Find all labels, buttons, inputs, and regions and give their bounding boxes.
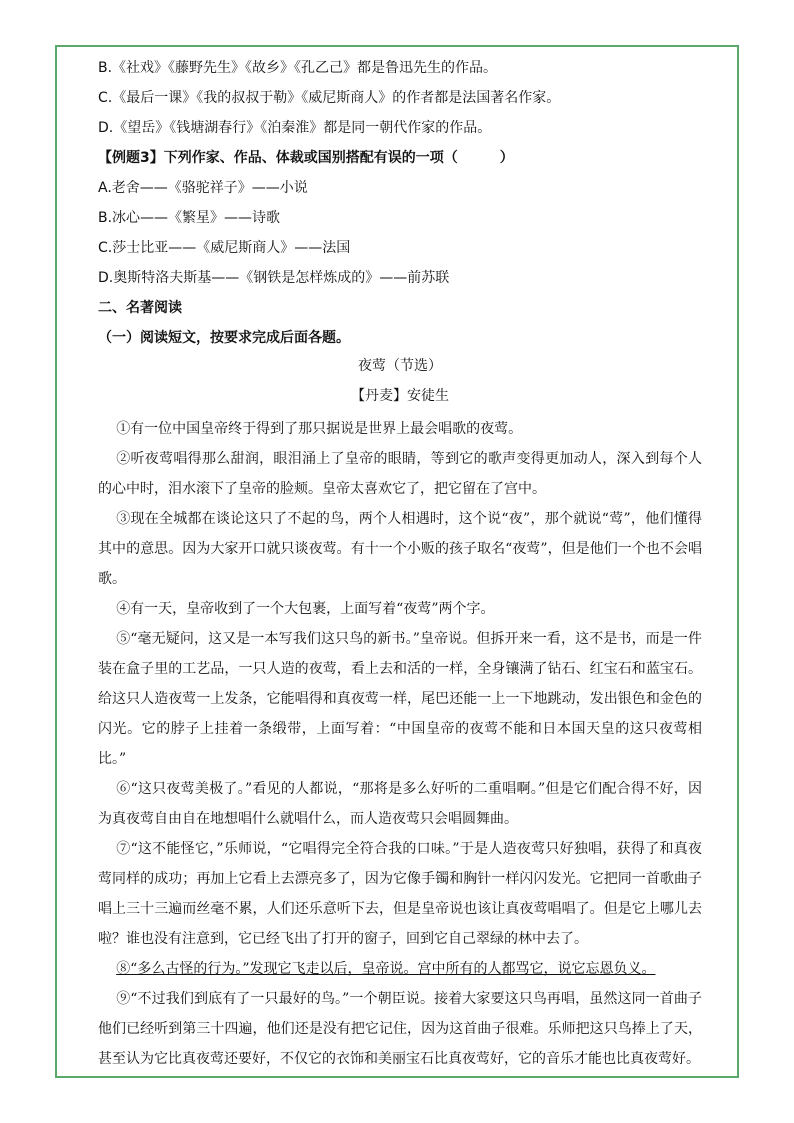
paragraph-8-underlined: ⑧“多么古怪的行为。”发现它飞走以后，皇帝说。宫中所有的人都骂它，说它忘恩负义。 [116, 961, 656, 977]
option-d-top: D.《望岳》《钱塘湖春行》《泊秦淮》都是同一朝代作家的作品。 [98, 120, 492, 136]
paragraph-3: ③现在全城都在谈论这只了不起的鸟，两个人相遇时，这个说“夜”，那个就说“莺”，他们懂得其中的意思。因为大家开口就只谈夜莺。有十一个小贩的孩子取名“夜莺”，但是他们一个也不会唱歌。 [98, 511, 702, 587]
paragraph-7: ⑦“这不能怪它，”乐师说，“它唱得完全符合我的口味。”于是人造夜莺只好独唱，获得了和真夜莺同样的成功；再加上它看上去漂亮多了，因为它像手镯和胸针一样闪闪发光。它把同一首歌曲子唱上三十三遍而丝毫不累，人们还乐意听下去，但是皇帝说也该让真夜莺唱唱了。但是它上哪儿去啦？谁也没有注意到，它已经飞出了打开的窗子，回到它自己翠绿的林中去了。 [98, 841, 702, 947]
example3-question: 【例题3】下列作家、作品、体裁或国别搭配有误的一项（ ） [98, 150, 514, 166]
option-c-top: C.《最后一课》《我的叔叔于勒》《威尼斯商人》的作者都是法国著名作家。 [98, 90, 561, 106]
section-heading: 二、名著阅读 [98, 300, 182, 316]
passage-author: 【丹麦】安徒生 [351, 388, 449, 404]
option-b-top: B.《社戏》《藤野先生》《故乡》《孔乙己》都是鲁迅先生的作品。 [98, 60, 498, 76]
example3-option-c: C.莎士比亚——《威尼斯商人》——法国 [98, 240, 351, 256]
passage-title: 夜莺（节选） [358, 358, 442, 374]
paragraph-2: ②听夜莺唱得那么甜润，眼泪涌上了皇帝的眼睛，等到它的歌声变得更加动人，深入到每个人的心中时，泪水滚下了皇帝的脸颊。皇帝太喜欢它了，把它留在了宫中。 [98, 451, 702, 497]
paragraph-9: ⑨“不过我们到底有了一只最好的鸟。”一个朝臣说。接着大家要这只鸟再唱，虽然这同一首曲子他们已经听到第三十四遍，他们还是没有把它记住，因为这首曲子很难。乐师把这只鸟捧上了天，甚至认为它比真夜莺还要好，不仅它的衣饰和美丽宝石比真夜莺好，它的音乐才能也比真夜莺好。 [98, 991, 702, 1067]
paragraph-1: ①有一位中国皇帝终于得到了那只据说是世界上最会唱歌的夜莺。 [116, 421, 523, 437]
paragraph-4: ④有一天，皇帝收到了一个大包裹，上面写着“夜莺”两个字。 [116, 601, 495, 617]
section-subheading: （一）阅读短文，按要求完成后面各题。 [98, 330, 350, 346]
example3-option-d: D.奥斯特洛夫斯基——《钢铁是怎样炼成的》——前苏联 [98, 270, 450, 286]
example3-option-b: B.冰心——《繁星》——诗歌 [98, 210, 281, 226]
paragraph-5: ⑤“毫无疑问，这又是一本写我们这只鸟的新书。”皇帝说。但拆开来一看，这不是书，而是一件装在盒子里的工艺品，一只人造的夜莺，看上去和活的一样，全身镶满了钻石、红宝石和蓝宝石。给这只人造夜莺一上发条，它能唱得和真夜莺一样，尾巴还能一上一下地跳动，发出银色和金色的闪光。它的脖子上挂着一条缎带，上面写着：“中国皇帝的夜莺不能和日本国天皇的这只夜莺相比。” [98, 631, 702, 767]
paragraph-6: ⑥“这只夜莺美极了。”看见的人都说，“那将是多么好听的二重唱啊。”但是它们配合得不好，因为真夜莺自由自在地想唱什么就唱什么，而人造夜莺只会唱圆舞曲。 [98, 781, 702, 827]
example3-option-a: A.老舍——《骆驼祥子》——小说 [98, 180, 308, 196]
document-content [98, 58, 702, 1074]
